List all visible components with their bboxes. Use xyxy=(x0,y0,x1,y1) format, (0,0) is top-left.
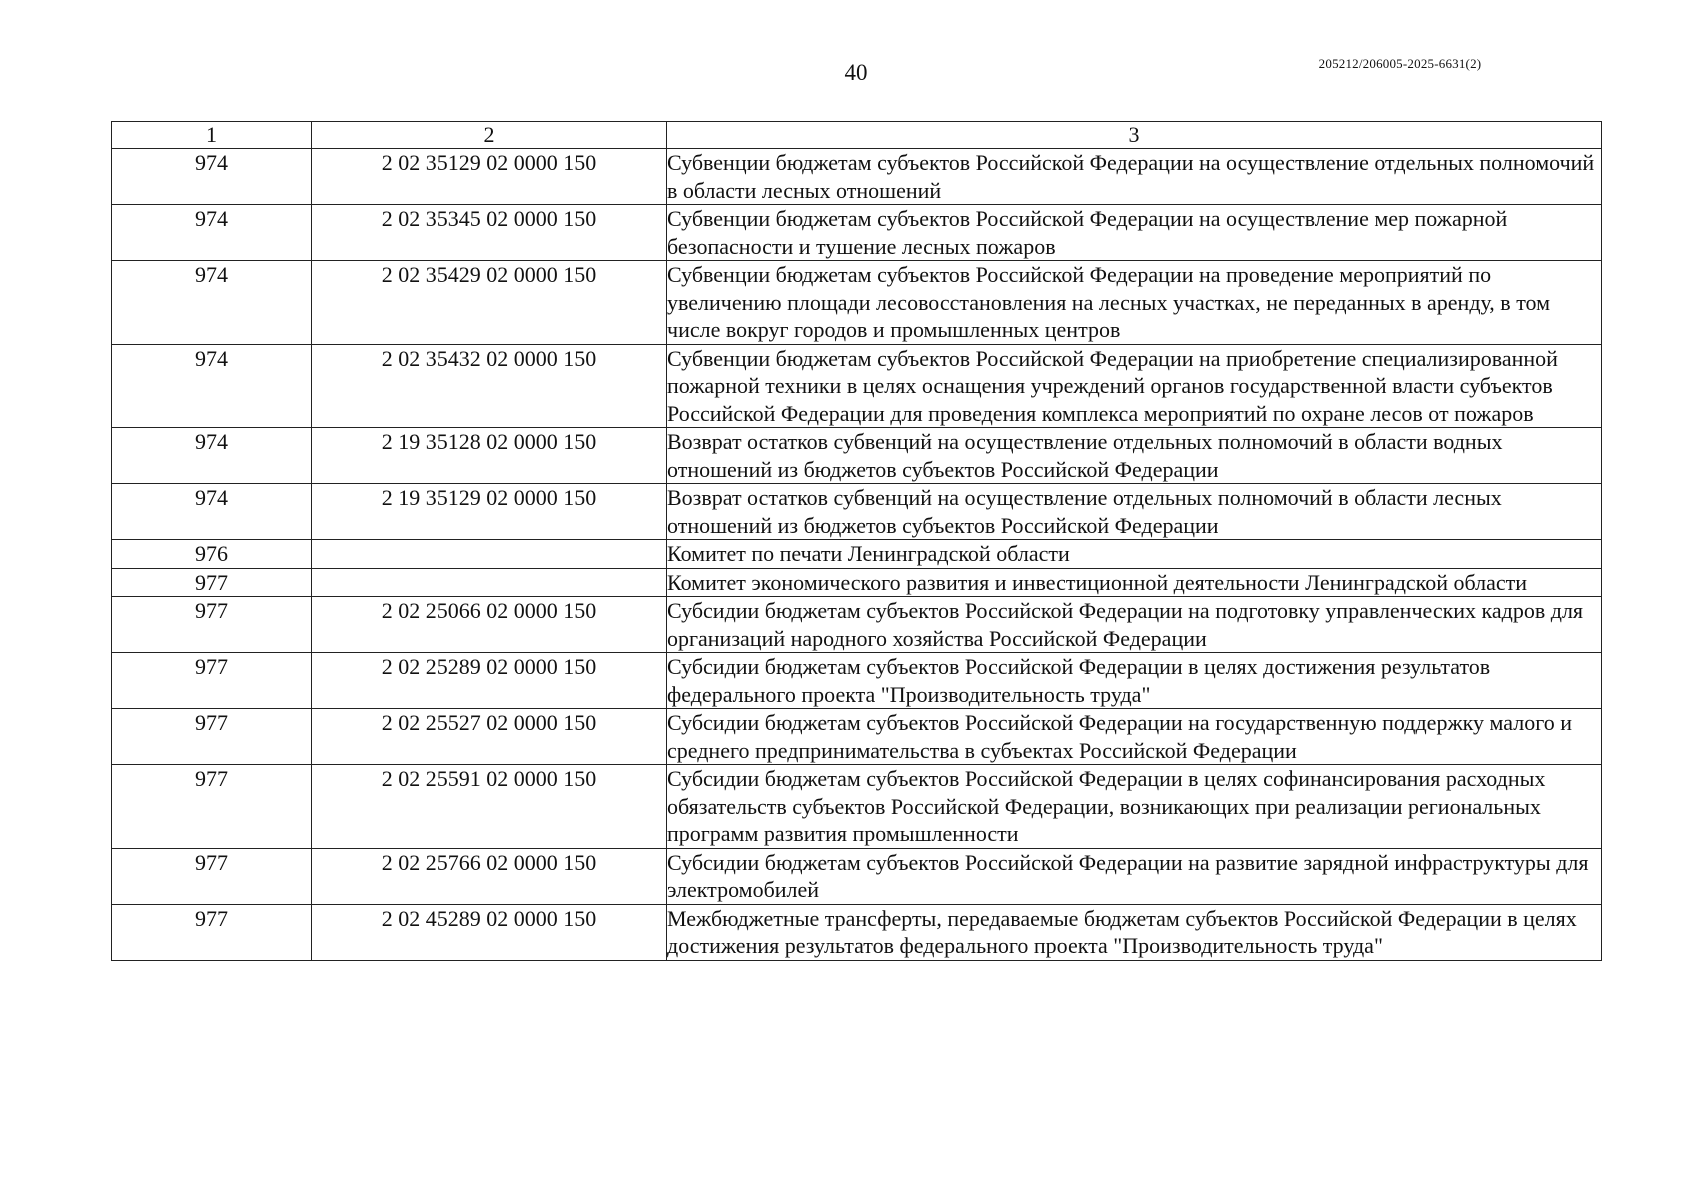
administrator-code: 974 xyxy=(112,428,312,484)
administrator-code: 977 xyxy=(112,568,312,597)
income-code xyxy=(312,568,667,597)
income-code: 2 02 25591 02 0000 150 xyxy=(312,765,667,849)
income-code: 2 19 35128 02 0000 150 xyxy=(312,428,667,484)
income-code: 2 02 35429 02 0000 150 xyxy=(312,261,667,345)
income-name: Субвенции бюджетам субъектов Российской Федерации на приобретение специализированной пожарной техники в целях оснащения учреждений органов государственной власти субъектов Российской Федерации для проведения комплекса мероприятий по охране лесов от пожаров xyxy=(667,344,1602,428)
income-name: Межбюджетные трансферты, передаваемые бюджетам субъектов Российской Федерации в целях достижения результатов федерального проекта "Производительность труда" xyxy=(667,904,1602,960)
table-row xyxy=(112,428,1602,484)
income-name: Возврат остатков субвенций на осуществление отдельных полномочий в области лесных отношений из бюджетов субъектов Российской Федерации xyxy=(667,484,1602,540)
income-code: 2 02 35129 02 0000 150 xyxy=(312,149,667,205)
administrator-code: 977 xyxy=(112,653,312,709)
table-row xyxy=(112,568,1602,597)
income-name: Субсидии бюджетам субъектов Российской Федерации на государственную поддержку малого и среднего предпринимательства в субъектах Российской Федерации xyxy=(667,709,1602,765)
table-row xyxy=(112,484,1602,540)
table-row xyxy=(112,540,1602,569)
income-name: Комитет по печати Ленинградской области xyxy=(667,540,1602,569)
administrator-code: 977 xyxy=(112,848,312,904)
table-row xyxy=(112,904,1602,960)
table-row xyxy=(112,765,1602,849)
income-name: Субвенции бюджетам субъектов Российской Федерации на осуществление мер пожарной безопасности и тушение лесных пожаров xyxy=(667,205,1602,261)
income-name: Комитет экономического развития и инвестиционной деятельности Ленинградской области xyxy=(667,568,1602,597)
income-code: 2 02 25766 02 0000 150 xyxy=(312,848,667,904)
income-name: Субвенции бюджетам субъектов Российской Федерации на проведение мероприятий по увеличению площади лесовосстановления на лесных участках, не переданных в аренду, в том числе вокруг городов и промышленных центров xyxy=(667,261,1602,345)
income-code: 2 02 25289 02 0000 150 xyxy=(312,653,667,709)
income-name: Субсидии бюджетам субъектов Российской Федерации в целях достижения результатов федерального проекта "Производительность труда" xyxy=(667,653,1602,709)
income-code: 2 02 35345 02 0000 150 xyxy=(312,205,667,261)
page-number: 40 xyxy=(844,60,868,85)
administrator-code: 976 xyxy=(112,540,312,569)
income-code: 2 19 35129 02 0000 150 xyxy=(312,484,667,540)
table-row xyxy=(112,205,1602,261)
column-header-3: 3 xyxy=(667,122,1602,149)
income-code: 2 02 25527 02 0000 150 xyxy=(312,709,667,765)
table-row xyxy=(112,597,1602,653)
table-row xyxy=(112,344,1602,428)
table-row xyxy=(112,848,1602,904)
administrator-code: 974 xyxy=(112,344,312,428)
administrator-code: 977 xyxy=(112,765,312,849)
income-code: 2 02 45289 02 0000 150 xyxy=(312,904,667,960)
table-row xyxy=(112,261,1602,345)
income-code: 2 02 35432 02 0000 150 xyxy=(312,344,667,428)
administrator-code: 974 xyxy=(112,484,312,540)
column-header-1: 1 xyxy=(112,122,312,149)
income-name: Возврат остатков субвенций на осуществление отдельных полномочий в области водных отношений из бюджетов субъектов Российской Федерации xyxy=(667,428,1602,484)
administrator-code: 977 xyxy=(112,709,312,765)
income-name: Субсидии бюджетам субъектов Российской Федерации в целях софинансирования расходных обязательств субъектов Российской Федерации, возникающих при реализации региональных программ развития промышленности xyxy=(667,765,1602,849)
administrator-code: 977 xyxy=(112,597,312,653)
income-code: 2 02 25066 02 0000 150 xyxy=(312,597,667,653)
table-row xyxy=(112,149,1602,205)
income-name: Субвенции бюджетам субъектов Российской Федерации на осуществление отдельных полномочий в области лесных отношений xyxy=(667,149,1602,205)
income-name: Субсидии бюджетам субъектов Российской Федерации на развитие зарядной инфраструктуры для электромобилей xyxy=(667,848,1602,904)
administrator-code: 974 xyxy=(112,149,312,205)
column-number-row xyxy=(112,122,1602,149)
income-name: Субсидии бюджетам субъектов Российской Федерации на подготовку управленческих кадров для организаций народного хозяйства Российской Федерации xyxy=(667,597,1602,653)
administrator-code: 974 xyxy=(112,261,312,345)
budget-classification-table xyxy=(111,121,1602,961)
column-header-2: 2 xyxy=(312,122,667,149)
table-row xyxy=(112,709,1602,765)
income-code xyxy=(312,540,667,569)
document-id: 205212/206005-2025-6631(2) xyxy=(1318,56,1482,71)
administrator-code: 977 xyxy=(112,904,312,960)
administrator-code: 974 xyxy=(112,205,312,261)
table-row xyxy=(112,653,1602,709)
